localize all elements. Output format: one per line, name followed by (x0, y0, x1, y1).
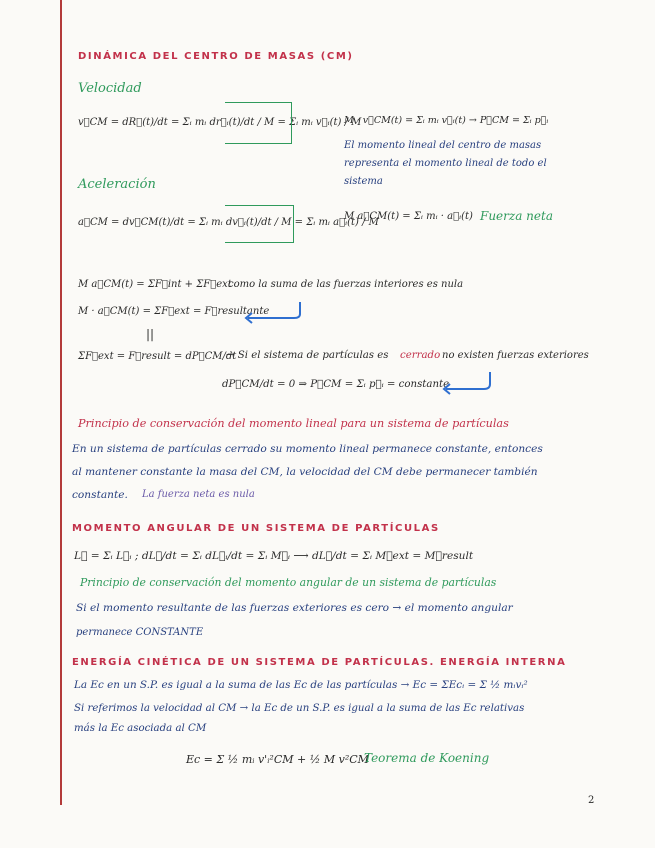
forces-text-3a: → Si el sistema de partículas es (226, 350, 389, 361)
forces-equation-1: M a⃗CM(t) = ΣF⃗int + ΣF⃗ext (78, 279, 232, 290)
velocity-equation: v⃗CM = dR⃗(t)/dt = Σᵢ mᵢ dr⃗ᵢ(t)/dt / M = Σᵢ mᵢ v⃗ᵢ(t) / M (78, 117, 362, 128)
angular-momentum-equation: L⃗ = Σᵢ L⃗ᵢ ; dL⃗/dt = Σᵢ dL⃗ᵢ/dt = Σᵢ M⃗ᵢ ⟶ dL⃗/dt = Σᵢ M⃗ext = M⃗result (74, 550, 474, 562)
net-force-label: Fuerza neta (480, 209, 553, 223)
linear-conservation-line-2: al mantener constante la masa del CM, la velocidad del CM debe permanecer también (72, 466, 538, 478)
forces-text-1: como la suma de las fuerzas interiores es nula (228, 279, 464, 290)
acceleration-equation: a⃗CM = dv⃗CM(t)/dt = Σᵢ mᵢ dv⃗ᵢ(t)/dt / M = Σᵢ mᵢ a⃗ᵢ(t) / M (78, 217, 379, 228)
angular-conservation-principle: Principio de conservación del momento angular de un sistema de partículas (80, 576, 497, 589)
velocity-note-line-1: El momento lineal del centro de masas (344, 140, 542, 151)
velocity-note-line-3: sistema (344, 176, 383, 187)
acceleration-heading: Aceleración (78, 177, 156, 192)
angular-conservation-line-1: Si el momento resultante de las fuerzas exteriores es cero → el momento angular (76, 602, 513, 614)
margin-line (60, 0, 62, 805)
left-arrow-icon-2 (440, 370, 492, 396)
velocity-note-line-2: representa el momento lineal de todo el (344, 158, 547, 169)
left-arrow-icon (242, 300, 302, 324)
page-title: DINÁMICA DEL CENTRO DE MASAS (CM) (78, 51, 354, 62)
linear-conservation-heading: Principio de conservación del momento lineal para un sistema de partículas (78, 417, 509, 430)
angular-momentum-heading: MOMENTO ANGULAR DE UN SISTEMA DE PARTÍCULAS (72, 523, 440, 534)
acceleration-newton-equation: M a⃗CM(t) = Σᵢ mᵢ · a⃗ᵢ(t) (344, 211, 473, 222)
linear-conservation-line-1: En un sistema de partículas cerrado su momento lineal permanece constante, entonces (72, 443, 543, 455)
forces-text-3b: no existen fuerzas exteriores (442, 350, 589, 361)
net-force-null-note: La fuerza neta es nula (142, 489, 255, 500)
closed-system-word: cerrado (400, 350, 441, 361)
velocity-result-box (225, 102, 292, 144)
forces-equation-3: ΣF⃗ext = F⃗result = dP⃗CM/dt (78, 351, 237, 362)
koenig-theorem-label: Teorema de Koening (364, 751, 490, 765)
forces-equation-2: M · a⃗CM(t) = ΣF⃗ext = F⃗resultante (78, 306, 270, 317)
koenig-equation: Ec = Σ ½ mᵢ v'ᵢ²CM + ½ M v²CM (186, 753, 369, 766)
kinetic-energy-line-1: La Ec en un S.P. es igual a la suma de las Ec de las partículas → Ec = ΣEcᵢ = Σ ½ mᵢvᵢ² (74, 679, 528, 691)
kinetic-energy-line-3: más la Ec asociada al CM (74, 723, 207, 734)
page-number: 2 (588, 795, 595, 806)
equivalence-mark: || (146, 327, 155, 341)
velocity-heading: Velocidad (78, 81, 142, 96)
linear-conservation-line-3a: constante. (72, 489, 128, 501)
velocity-momentum-equation: M · v⃗CM(t) = Σᵢ mᵢ v⃗ᵢ(t) → P⃗CM = Σᵢ p⃗ᵢ (344, 115, 549, 126)
angular-conservation-line-2: permanece CONSTANTE (76, 627, 204, 638)
forces-equation-4: dP⃗CM/dt = 0 ⇒ P⃗CM = Σᵢ p⃗ᵢ = constante (222, 379, 450, 390)
kinetic-energy-heading: ENERGÍA CINÉTICA DE UN SISTEMA DE PARTÍCULAS. ENERGÍA INTERNA (72, 657, 567, 668)
kinetic-energy-line-2: Si referimos la velocidad al CM → la Ec de un S.P. es igual a la suma de las Ec relativas (74, 703, 525, 714)
acceleration-result-box (225, 205, 294, 243)
